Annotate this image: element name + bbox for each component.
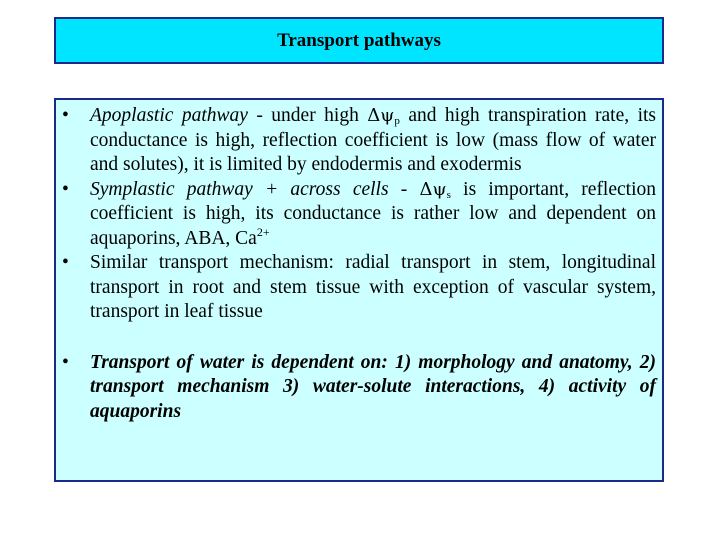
similar-mechanism-text: Similar transport mechanism: radial transport in stem, longitudinal transport in root and stem tissue with exception of vascular system, transport in leaf tissue: [90, 252, 656, 322]
slide-title: Transport pathways: [277, 29, 441, 51]
title-box: [54, 17, 664, 64]
bullet-similar-mechanism: [56, 251, 656, 325]
symplastic-pre: -: [388, 178, 420, 200]
psi-subscript-p: p: [394, 115, 400, 127]
apoplastic-rest: and high transpiration rate, its conductance is high, reflection coefficient is low (mass flow of water and solutes), it is limited by endodermis and exodermis: [90, 105, 656, 175]
calcium-superscript: 2+: [256, 224, 270, 239]
content-box: [54, 98, 664, 482]
apoplastic-pre: - under high: [247, 105, 368, 126]
bullet-dot: •: [62, 252, 69, 273]
bullet-dot: •: [62, 105, 69, 126]
psi-subscript-s: s: [446, 188, 451, 201]
water-transport-text: Transport of water is dependent on: 1) morphology and anatomy, 2) transport mechanism 3) water-solute interactions, 4) activity of aquaporins: [90, 351, 656, 422]
symplastic-lead: Symplastic pathway + across cells: [90, 178, 389, 200]
delta-psi-symbol: Δψ: [367, 105, 395, 126]
delta-psi-symbol: Δψ: [419, 178, 447, 200]
bullet-water-transport: [56, 351, 656, 425]
bullet-dot: •: [62, 351, 69, 373]
bullet-dot: •: [62, 178, 69, 200]
bullet-list: [56, 104, 656, 424]
bullet-apoplastic: [56, 104, 656, 178]
apoplastic-lead: Apoplastic pathway: [90, 105, 248, 126]
bullet-symplastic: [56, 178, 656, 252]
symplastic-rest: is important, reflection coefficient is high, its conductance is rather low and dependent on aquaporins, ABA, Ca: [90, 178, 657, 249]
